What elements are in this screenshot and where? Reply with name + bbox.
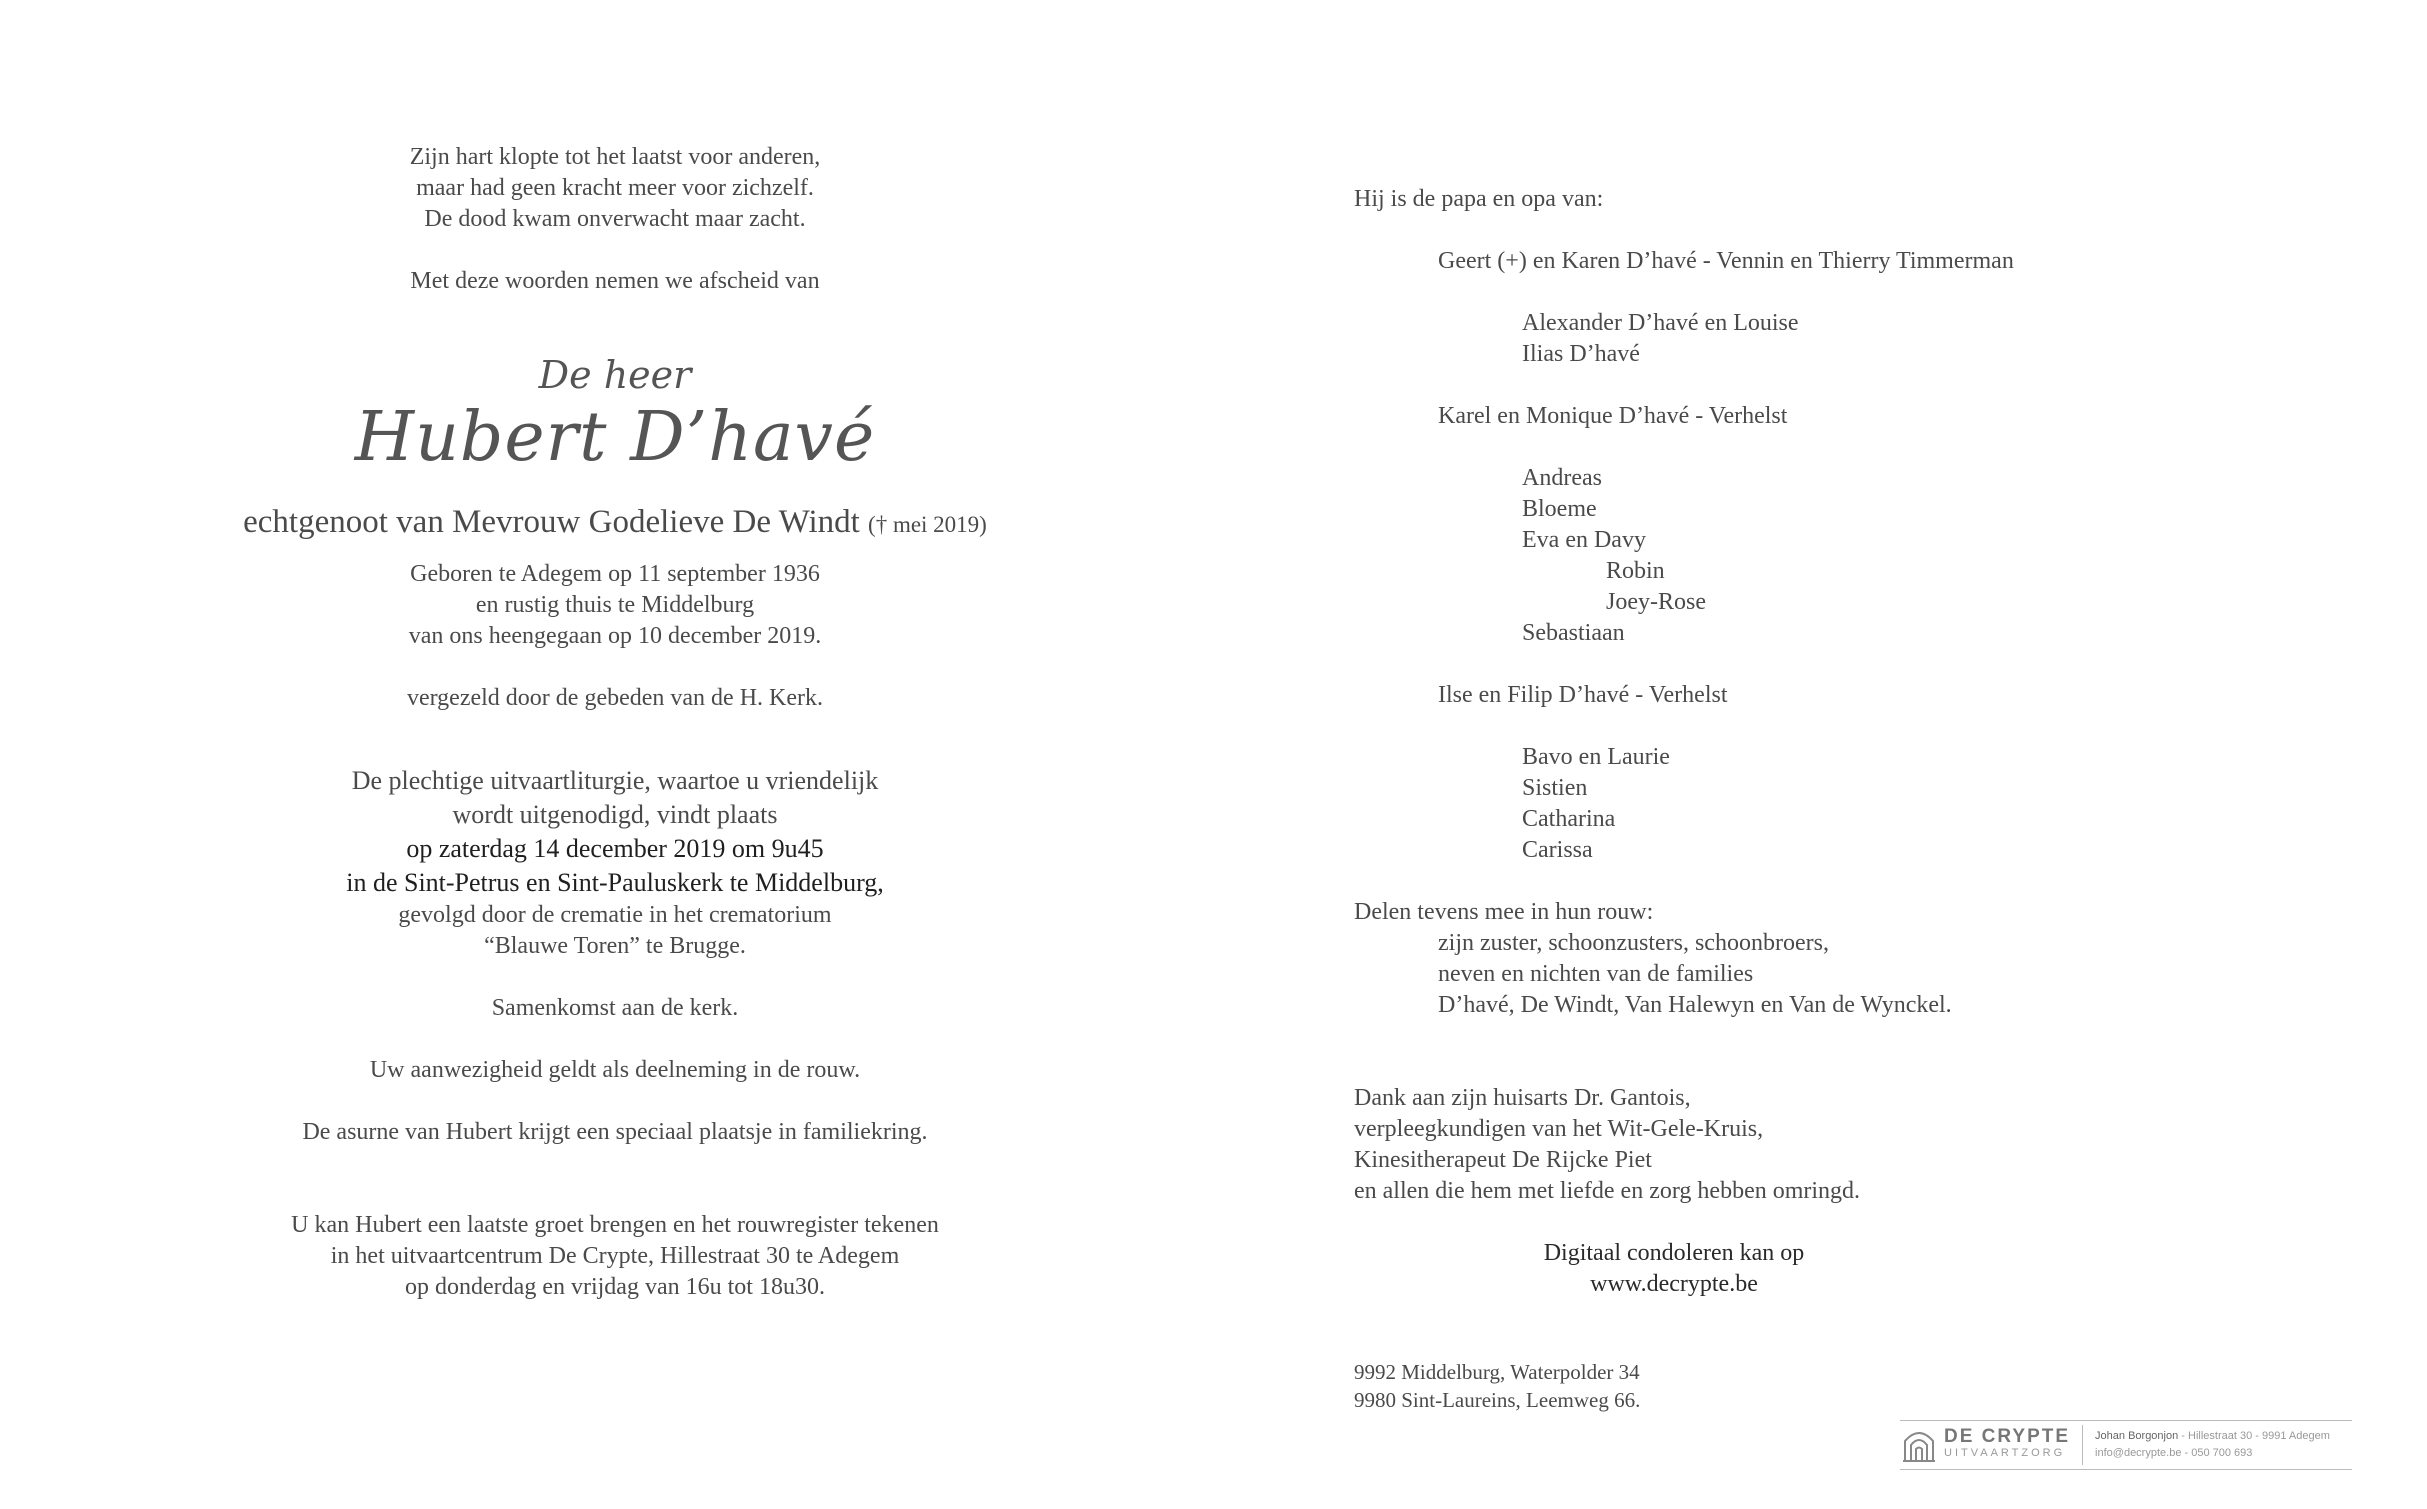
verse-line: maar had geen kracht meer voor zichzelf. [416, 175, 814, 201]
address-line: 9992 Middelburg, Waterpolder 34 [1354, 1360, 1640, 1384]
spouse-note: († mei 2019) [868, 512, 987, 537]
logo-contact [2083, 1428, 2330, 1462]
family-parents: Geert (+) en Karen D’havé - Vennin en Thierry Timmerman [1438, 248, 2014, 274]
logo-subtitle: UITVAARTZORG [1944, 1447, 2066, 1459]
family-parents: Karel en Monique D’havé - Verhelst [1438, 403, 1788, 429]
condole-link[interactable]: www.decrypte.be [1590, 1271, 1758, 1297]
farewell-intro: Met deze woorden nemen we afscheid van [410, 268, 820, 294]
family-child: Catharina [1522, 806, 1616, 832]
funeral-line: “Blauwe Toren” te Brugge. [484, 933, 746, 959]
mourning-line: D’havé, De Windt, Van Halewyn en Van de Wynckel. [1438, 992, 1952, 1018]
verse-line: De dood kwam onverwacht maar zacht. [424, 206, 806, 232]
logo-text [1944, 1425, 2083, 1465]
spouse-line [150, 500, 1080, 547]
left-column [150, 142, 1080, 1303]
funeral-place: in de Sint-Petrus en Sint-Pauluskerk te Middelburg, [346, 868, 884, 897]
thanks-line: en allen die hem met liefde en zorg hebben omringd. [1354, 1178, 1861, 1204]
contact-name: Johan Borgonjon [2095, 1430, 2179, 1442]
family-parents: Ilse en Filip D’havé - Verhelst [1438, 682, 1728, 708]
thanks-line: Dank aan zijn huisarts Dr. Gantois, [1354, 1085, 1691, 1111]
thanks-line: verpleegkundigen van het Wit-Gele-Kruis, [1354, 1116, 1764, 1142]
contact-address: - Hillestraat 30 - 9991 Adegem [2178, 1430, 2330, 1442]
family-child: Sebastiaan [1522, 620, 1625, 646]
mourning-line: zijn zuster, schoonzusters, schoonbroers, [1438, 930, 1829, 956]
mourning-intro: Delen tevens mee in hun rouw: [1354, 899, 1654, 925]
gathering-line: Samenkomst aan de kerk. [491, 995, 739, 1021]
funeral-line: gevolgd door de crematie in het crematorium [398, 902, 832, 928]
family-grandchild: Robin [1606, 558, 1665, 584]
spouse-text: echtgenoot van Mevrouw Godelieve De Windt [243, 504, 860, 540]
contact-details: info@decrypte.be - 050 700 693 [2095, 1447, 2253, 1459]
logo-brand: DE CRYPTE [1944, 1426, 2071, 1447]
family-child: Carissa [1522, 837, 1593, 863]
funeral-home-logo [1900, 1420, 2352, 1470]
family-grandchild: Joey-Rose [1606, 589, 1706, 615]
family-child: Andreas [1522, 465, 1602, 491]
visit-line: in het uitvaartcentrum De Crypte, Hillestraat 30 te Adegem [330, 1243, 900, 1269]
life-line: van ons heengegaan op 10 december 2019. [408, 623, 822, 649]
family-intro: Hij is de papa en opa van: [1354, 186, 1604, 212]
family-child: Eva en Davy [1522, 527, 1646, 553]
right-column [1354, 184, 2254, 1414]
visit-line: op donderdag en vrijdag van 16u tot 18u30. [405, 1274, 825, 1300]
presence-line: Uw aanwezigheid geldt als deelneming in de rouw. [369, 1057, 861, 1083]
family-child: Ilias D’havé [1522, 341, 1640, 367]
condole-text: Digitaal condoleren kan op [1543, 1240, 1805, 1266]
visit-line: U kan Hubert een laatste groet brengen en het rouwregister tekenen [291, 1212, 939, 1238]
church-line: vergezeld door de gebeden van de H. Kerk. [406, 685, 824, 711]
thanks-line: Kinesitherapeut De Rijcke Piet [1354, 1147, 1652, 1173]
life-line: Geboren te Adegem op 11 september 1936 [410, 561, 820, 587]
life-line: en rustig thuis te Middelburg [475, 592, 755, 618]
family-child: Sistien [1522, 775, 1588, 801]
family-child: Bavo en Laurie [1522, 744, 1670, 770]
mourning-line: neven en nichten van de families [1438, 961, 1754, 987]
urn-line: De asurne van Hubert krijgt een speciaal plaatsje in familiekring. [302, 1119, 928, 1145]
funeral-line: De plechtige uitvaartliturgie, waartoe u vriendelijk [351, 766, 879, 795]
honorific: De heer [538, 353, 692, 397]
crypt-arch-icon [1902, 1427, 1936, 1463]
verse-line: Zijn hart klopte tot het laatst voor anderen, [409, 144, 821, 170]
family-child: Bloeme [1522, 496, 1597, 522]
family-child: Alexander D’havé en Louise [1522, 310, 1799, 336]
funeral-line: wordt uitgenodigd, vindt plaats [452, 800, 778, 829]
funeral-date: op zaterdag 14 december 2019 om 9u45 [406, 834, 824, 863]
address-line: 9980 Sint-Laureins, Leemweg 66. [1354, 1388, 1641, 1412]
deceased-name: Hubert D’havé [354, 398, 876, 477]
